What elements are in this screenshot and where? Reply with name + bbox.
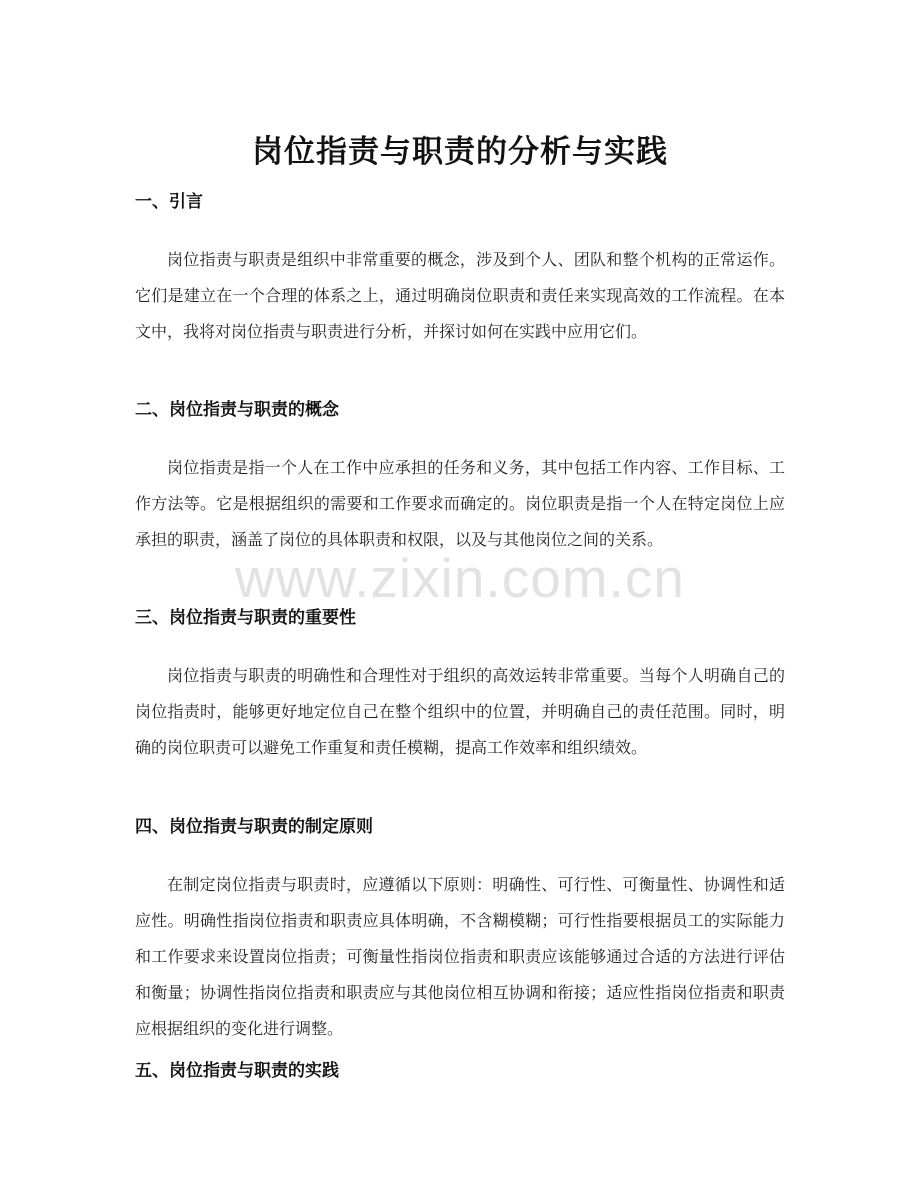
- section-heading: 一、引言: [135, 192, 203, 212]
- section-principles: [135, 812, 785, 1047]
- section-paragraph: 岗位指责与职责是组织中非常重要的概念，涉及到个人、团队和整个机构的正常运作。它们是建立在一个合理的体系之上，通过明确岗位职责和责任来实现高效的工作流程。在本文中，我将对岗位指责与职责进行分析，并探讨如何在实践中应用它们。: [135, 250, 785, 341]
- document-title: 岗位指责与职责的分析与实践: [252, 133, 668, 170]
- section-paragraph: 在制定岗位指责与职责时，应遵循以下原则：明确性、可行性、可衡量性、协调性和适应性。明确性指岗位指责和职责应具体明确，不含糊模糊；可行性指要根据员工的实际能力和工作要求来设置岗位指责；可衡量性指岗位指责和职责应该能够通过合适的方法进行评估和衡量；协调性指岗位指责和职责应与其他岗位相互协调和衔接；适应性指岗位指责和职责应根据组织的变化进行调整。: [135, 875, 785, 1038]
- section-concept: [135, 395, 785, 558]
- section-heading: 五、岗位指责与职责的实践: [135, 1061, 339, 1081]
- section-heading: 二、岗位指责与职责的概念: [135, 400, 339, 420]
- section-practice: [135, 1056, 785, 1086]
- section-importance: [135, 603, 785, 766]
- watermark: www.zixin.com.cn: [235, 547, 685, 609]
- section-heading: 三、岗位指责与职责的重要性: [135, 608, 356, 628]
- section-paragraph: 岗位指责是指一个人在工作中应承担的任务和义务，其中包括工作内容、工作目标、工作方法等。它是根据组织的需要和工作要求而确定的。岗位职责是指一个人在特定岗位上应承担的职责，涵盖了岗位的具体职责和权限，以及与其他岗位之间的关系。: [135, 458, 785, 549]
- section-heading: 四、岗位指责与职责的制定原则: [135, 817, 373, 837]
- section-paragraph: 岗位指责与职责的明确性和合理性对于组织的高效运转非常重要。当每个人明确自己的岗位指责时，能够更好地定位自己在整个组织中的位置，并明确自己的责任范围。同时，明确的岗位职责可以避免工作重复和责任模糊，提高工作效率和组织绩效。: [135, 666, 785, 757]
- section-introduction: [135, 187, 785, 350]
